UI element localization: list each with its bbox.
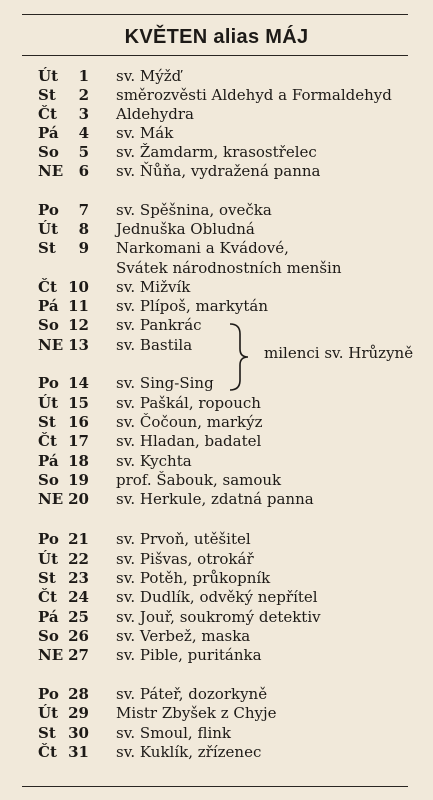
saint-name: sv. Smoul, flink (116, 724, 232, 742)
weekday: Po (38, 685, 59, 703)
weekday: Pá (38, 452, 59, 470)
saint-name: sv. Žamdarm, krasostřelec (116, 143, 317, 161)
weekday: NE (38, 336, 64, 354)
saint-name: sv. Kuklík, zřízenec (116, 743, 262, 761)
weekday: NE (38, 646, 64, 664)
saint-name: sv. Sing-Sing (116, 374, 214, 392)
day-number: 9 (78, 239, 89, 257)
saint-name: sv. Herkule, zdatná panna (116, 490, 314, 508)
weekday: So (38, 316, 59, 334)
weekday: Út (38, 220, 59, 238)
saint-name: Jednuška Obludná (116, 220, 255, 238)
weekday: Pá (38, 124, 59, 142)
group-label: milenci sv. Hrůzyně (264, 344, 414, 362)
day-number: 8 (78, 220, 89, 238)
saint-name: sv. Mýžď (116, 67, 182, 85)
saint-name: sv. Páteř, dozorkyně (116, 685, 268, 703)
weekday: St (38, 569, 56, 587)
weekday: Pá (38, 297, 59, 315)
day-number: 6 (78, 162, 89, 180)
weekday: NE (38, 490, 64, 508)
day-number: 18 (68, 452, 89, 470)
saint-name: sv. Bastila (116, 336, 193, 354)
day-number: 26 (68, 627, 89, 645)
saint-name: sv. Potěh, průkopník (116, 569, 271, 587)
saint-name: sv. Hladan, badatel (116, 432, 262, 450)
saint-name: směrozvěsti Aldehyd a Formaldehyd (116, 86, 392, 104)
weekday: NE (38, 162, 64, 180)
day-number: 30 (68, 724, 89, 742)
weekday: Čt (38, 743, 57, 761)
saint-name: sv. Pankrác (116, 316, 202, 334)
weekday: So (38, 471, 59, 489)
weekday: St (38, 239, 56, 257)
saint-name: Aldehydra (116, 105, 194, 123)
day-number: 19 (68, 471, 89, 489)
day-number: 25 (68, 608, 89, 626)
weekday: Čt (38, 588, 57, 606)
saint-name: sv. Mák (116, 124, 174, 142)
saint-name: sv. Pišvas, otrokář (116, 550, 254, 568)
weekday: Pá (38, 608, 59, 626)
day-number: 22 (68, 550, 89, 568)
weekday: Út (38, 704, 59, 722)
day-number: 24 (68, 588, 89, 606)
bottom-rule (22, 786, 408, 787)
weekday: So (38, 143, 59, 161)
saint-name: sv. Dudlík, odvěký nepřítel (116, 588, 318, 606)
weekday: Čt (38, 432, 57, 450)
weekday: So (38, 627, 59, 645)
saint-name: sv. Spěšnina, ovečka (116, 201, 272, 219)
day-number: 17 (68, 432, 89, 450)
saint-name: sv. Verbež, maska (116, 627, 251, 645)
weekday: St (38, 413, 56, 431)
day-number: 4 (78, 124, 89, 142)
weekday: St (38, 86, 56, 104)
day-number: 13 (68, 336, 89, 354)
day-number: 16 (68, 413, 89, 431)
saint-name: sv. Plípoš, markytán (116, 297, 269, 315)
day-number: 15 (68, 394, 89, 412)
saint-name: sv. Paškál, ropouch (116, 394, 261, 412)
weekday: Po (38, 530, 59, 548)
day-number: 5 (78, 143, 89, 161)
weekday: Út (38, 394, 59, 412)
page-title: KVĚTEN alias MÁJ (124, 26, 309, 48)
day-number: 2 (78, 86, 89, 104)
saint-name: sv. Ňůňa, vydražená panna (116, 162, 321, 180)
day-number: 11 (68, 297, 89, 315)
weekday: St (38, 724, 56, 742)
saint-name: Narkomani a Kvádové, (116, 239, 289, 257)
weekday: Út (38, 550, 59, 568)
saint-name: sv. Čočoun, markýz (116, 413, 263, 431)
top-rule (22, 14, 408, 15)
day-number: 28 (68, 685, 89, 703)
saint-name: sv. Mižvík (116, 278, 191, 296)
weekday: Po (38, 201, 59, 219)
day-number: 1 (78, 67, 89, 85)
group-brace (226, 322, 252, 392)
title-rule (22, 55, 408, 56)
day-number: 21 (68, 530, 89, 548)
day-number: 20 (68, 490, 89, 508)
saint-name: sv. Prvoň, utěšitel (116, 530, 251, 548)
saint-name: prof. Šabouk, samouk (116, 471, 282, 489)
saint-name: sv. Pible, puritánka (116, 646, 262, 664)
day-number: 31 (68, 743, 89, 761)
weekday: Čt (38, 105, 57, 123)
day-number: 14 (68, 374, 89, 392)
saint-name: sv. Kychta (116, 452, 192, 470)
day-number: 7 (78, 201, 89, 219)
day-number: 23 (68, 569, 89, 587)
saint-name: Svátek národnostních menšin (116, 259, 342, 277)
weekday: Po (38, 374, 59, 392)
day-number: 27 (68, 646, 89, 664)
day-number: 29 (68, 704, 89, 722)
saint-name: sv. Jouř, soukromý detektiv (116, 608, 321, 626)
day-number: 10 (68, 278, 89, 296)
weekday: Út (38, 67, 59, 85)
saint-name: Mistr Zbyšek z Chyje (116, 704, 277, 722)
day-number: 3 (78, 105, 89, 123)
day-number: 12 (68, 316, 89, 334)
weekday: Čt (38, 278, 57, 296)
